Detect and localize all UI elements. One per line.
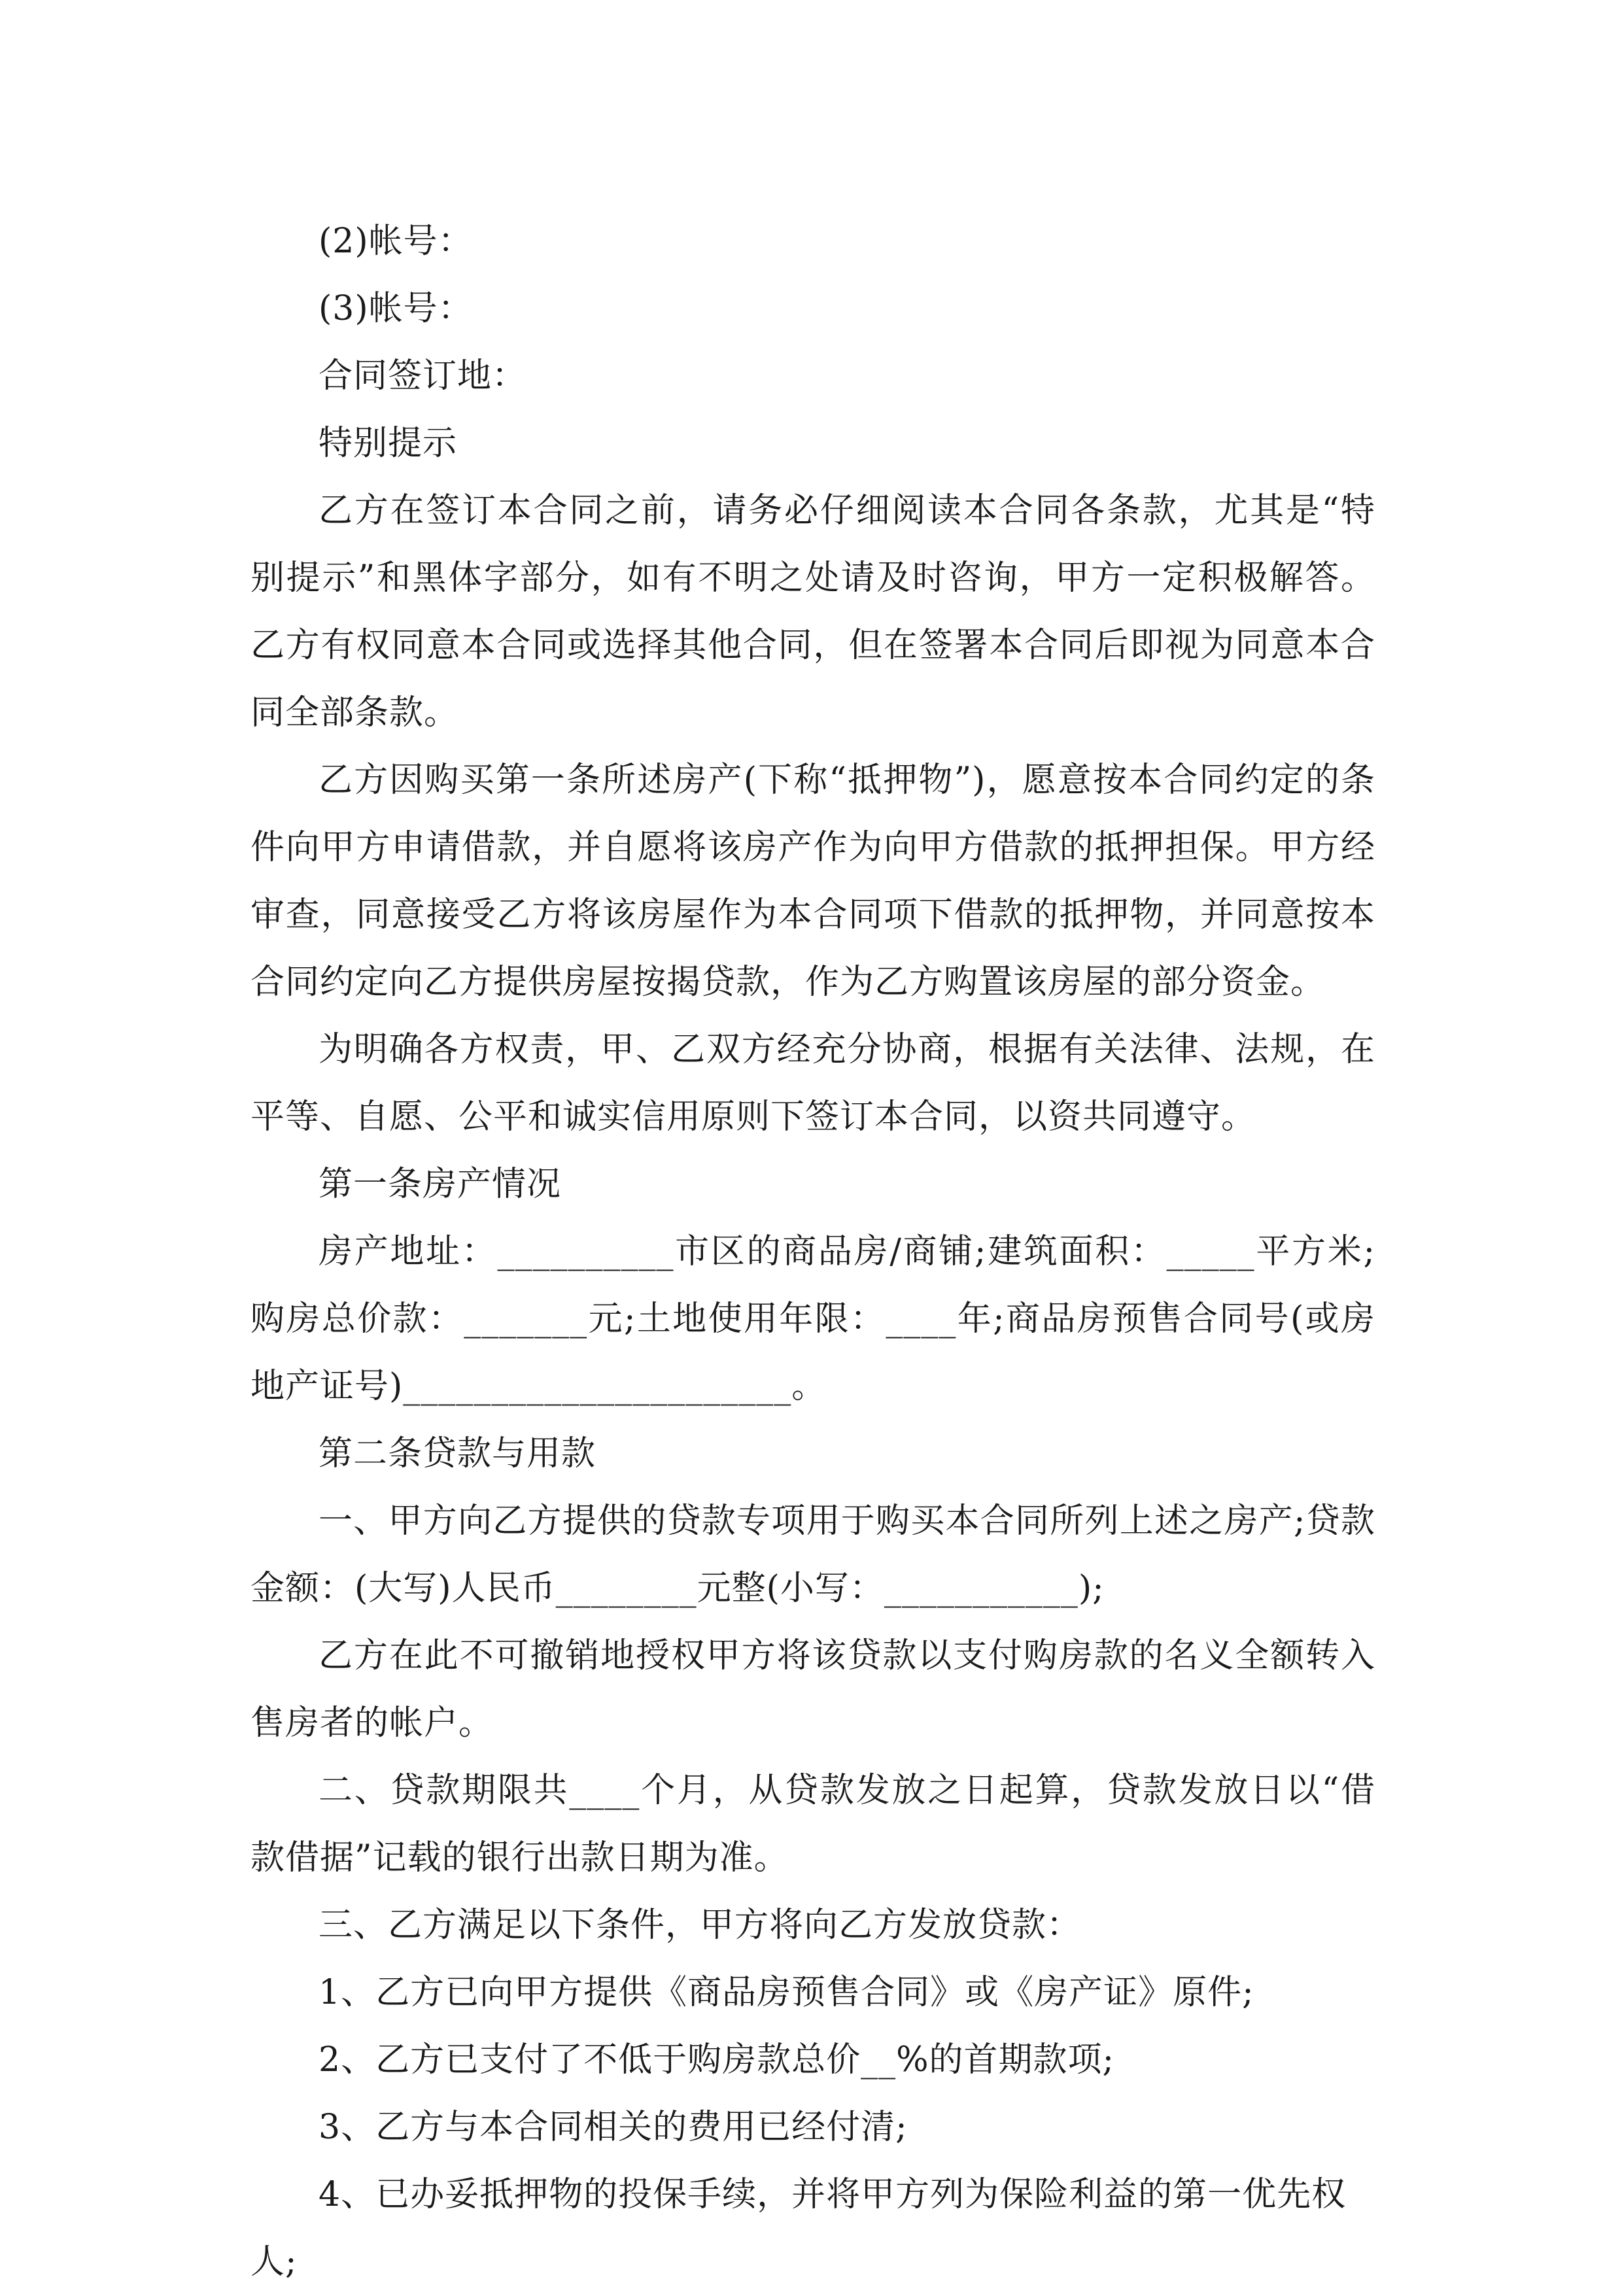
agreement-paragraph: 为明确各方权责，甲、乙双方经充分协商，根据有关法律、法规，在平等、自愿、公平和诚实信用原则下签订本合同，以资共同遵守。	[250, 1030, 1375, 1137]
loan-conditions-heading: 三、乙方满足以下条件，甲方将向乙方发放贷款：	[319, 1906, 1082, 1945]
account-line-2: (2)帐号：	[319, 222, 473, 261]
purpose-paragraph: 乙方因购买第一条所述房产(下称“抵押物”)，愿意按本合同约定的条件向甲方申请借款，并自愿将该房产作为向甲方借款的抵押担保。甲方经审查，同意接受乙方将该房屋作为本合同项下借款的抵押物，并同意按本合同约定向乙方提供房屋按揭贷款，作为乙方购置该房屋的部分资金。	[250, 761, 1375, 1002]
article-2-heading: 第二条贷款与用款	[319, 1434, 596, 1473]
special-notice-paragraph: 乙方在签订本合同之前，请务必仔细阅读本合同各条款，尤其是“特别提示”和黑体字部分，如有不明之处请及时咨询，甲方一定积极解答。乙方有权同意本合同或选择其他合同，但在签署本合同后即视为同意本合同全部条款。	[250, 491, 1375, 732]
article-1-heading: 第一条房产情况	[319, 1165, 562, 1204]
special-notice-heading: 特别提示	[319, 424, 458, 463]
property-details-paragraph: 房产地址：__________市区的商品房/商铺;建筑面积：_____平方米;购房总价款：_______元;土地使用年限：____年;商品房预售合同号(或房地产证号)______________________。	[250, 1232, 1375, 1406]
account-line-3: (3)帐号：	[319, 289, 473, 328]
document-body	[250, 208, 1375, 2296]
signing-place-line: 合同签订地：	[319, 356, 527, 396]
condition-item-1: 1、乙方已向甲方提供《商品房预售合同》或《房产证》原件;	[319, 1973, 1254, 2012]
loan-transfer-paragraph: 乙方在此不可撤销地授权甲方将该贷款以支付购房款的名义全额转入售房者的帐户。	[250, 1636, 1375, 1743]
condition-item-4: 4、已办妥抵押物的投保手续，并将甲方列为保险利益的第一优先权人;	[250, 2175, 1347, 2282]
loan-term-paragraph: 二、贷款期限共____个月，从贷款发放之日起算，贷款发放日以“借款借据”记载的银行出款日期为准。	[250, 1771, 1375, 1877]
loan-amount-paragraph: 一、甲方向乙方提供的贷款专项用于购买本合同所列上述之房产;贷款金额：(大写)人民币________元整(小写：___________);	[250, 1501, 1375, 1608]
condition-item-3: 3、乙方与本合同相关的费用已经付清;	[319, 2108, 908, 2147]
condition-item-2: 2、乙方已支付了不低于购房款总价__%的首期款项;	[319, 2040, 1115, 2080]
